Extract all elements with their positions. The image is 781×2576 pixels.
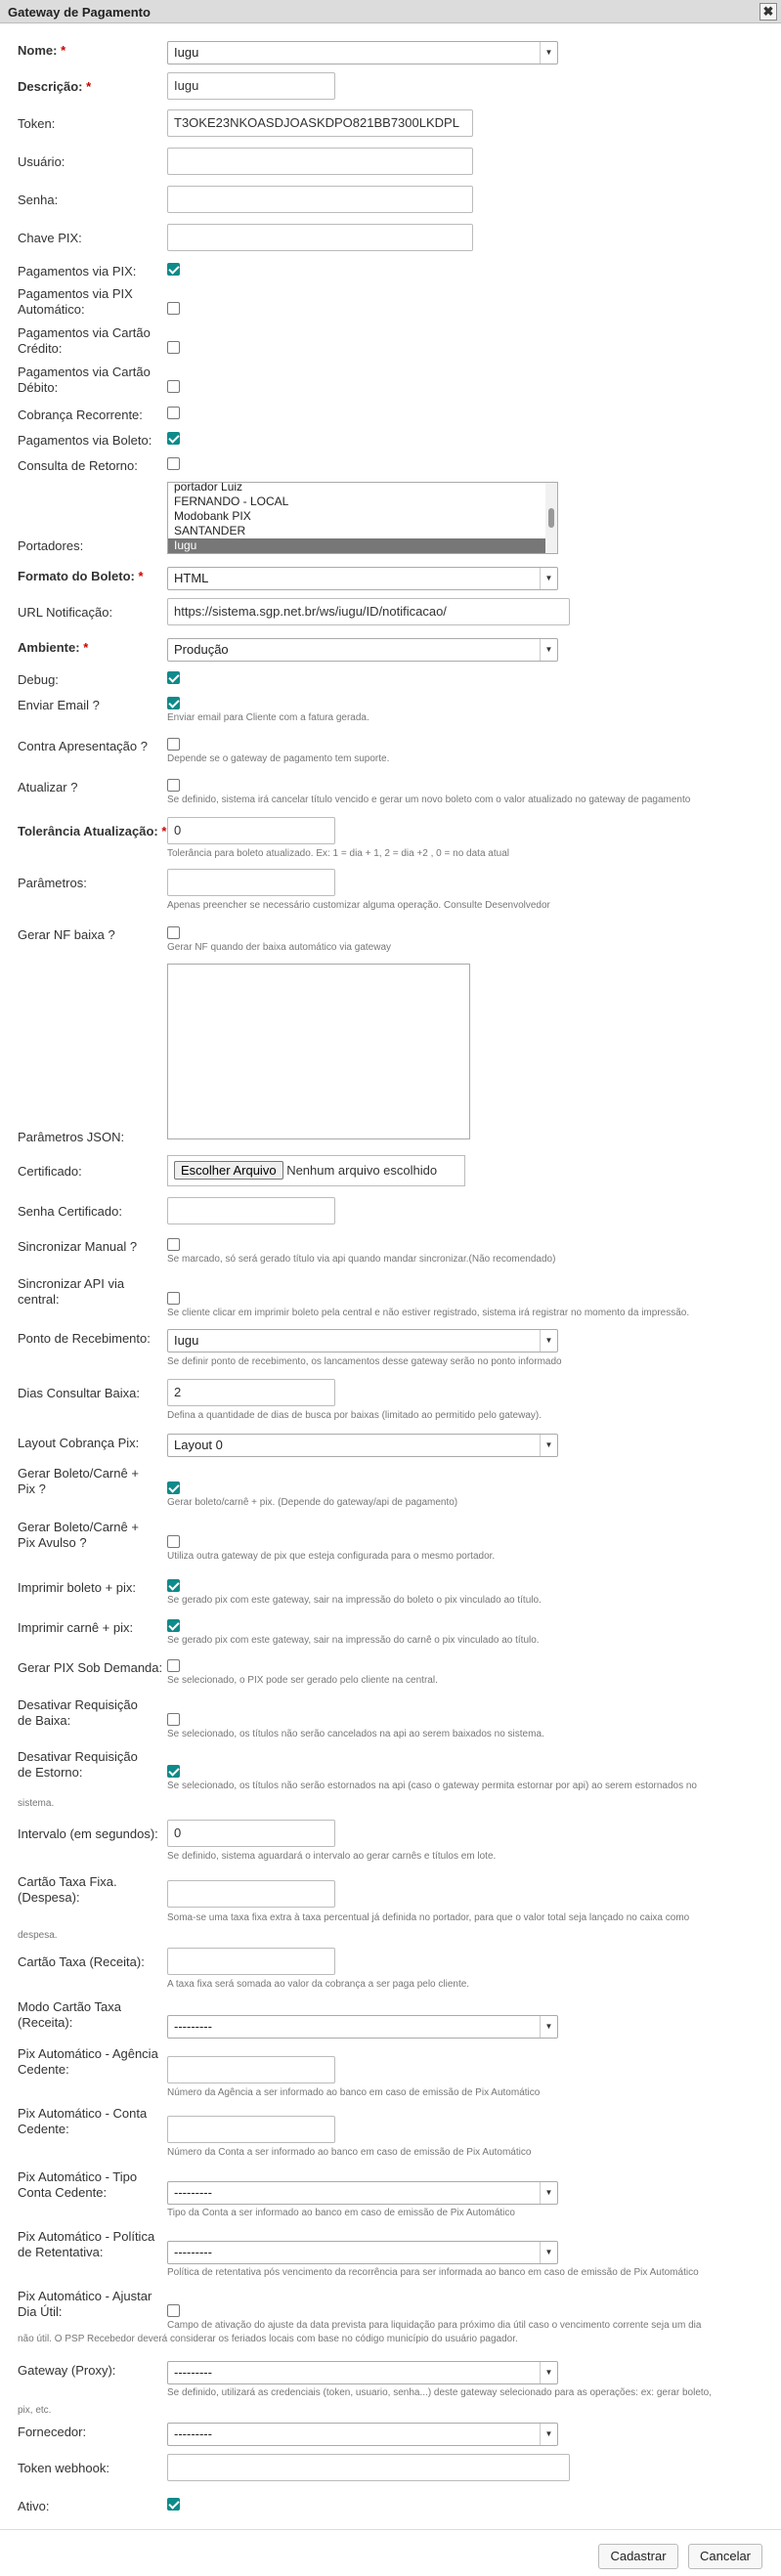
senha-label: Senha: bbox=[18, 193, 59, 207]
row-consulta-retorno bbox=[0, 456, 781, 473]
atualizar-help: Se definido, sistema irá cancelar título vencido e gerar um novo boleto com o valor atualizado no gateway de pagamento bbox=[167, 794, 691, 805]
row-gerar-boleto-pix bbox=[0, 1466, 781, 1508]
window-titlebar bbox=[0, 0, 781, 23]
row-formato-boleto bbox=[0, 567, 781, 590]
row-pix-auto-ajustar bbox=[0, 2289, 781, 2344]
portadores-listbox[interactable] bbox=[167, 482, 558, 554]
debug-label: Debug: bbox=[18, 672, 59, 687]
portadores-label: Portadores: bbox=[18, 538, 84, 553]
chevron-down-icon: ▼ bbox=[540, 42, 557, 64]
pag-cartao-debito-label: Pagamentos via Cartão Débito: bbox=[18, 365, 151, 395]
window-title: Gateway de Pagamento bbox=[8, 5, 151, 20]
url-notificacao-input[interactable]: https://sistema.sgp.net.br/ws/iugu/ID/notificacao/ bbox=[167, 598, 570, 625]
ponto-recebimento-select[interactable]: Iugu ▼ bbox=[167, 1329, 558, 1352]
row-gateway-proxy bbox=[0, 2361, 781, 2416]
pix-auto-politica-label: Pix Automático - Política de Retentativa: bbox=[18, 2229, 155, 2259]
cartao-taxa-receita-input[interactable] bbox=[167, 1948, 335, 1975]
cartao-taxa-fixa-label: Cartão Taxa Fixa. (Despesa): bbox=[18, 1874, 117, 1905]
gateway-proxy-select[interactable]: --------- ▼ bbox=[167, 2361, 558, 2384]
pag-boleto-label: Pagamentos via Boleto: bbox=[18, 433, 152, 448]
row-imprimir-carne-pix bbox=[0, 1618, 781, 1646]
gerar-boleto-pix-label: Gerar Boleto/Carnê + Pix ? bbox=[18, 1466, 139, 1496]
parametros-help: Apenas preencher se necessário customizar alguma operação. Consulte Desenvolvedor bbox=[167, 900, 550, 911]
cobranca-recorrente-label: Cobrança Recorrente: bbox=[18, 408, 143, 422]
senha-input[interactable] bbox=[167, 186, 473, 213]
choose-file-button[interactable]: Escolher Arquivo bbox=[174, 1161, 283, 1180]
row-imprimir-boleto-pix bbox=[0, 1578, 781, 1606]
listbox-scrollbar[interactable] bbox=[545, 483, 557, 553]
usuario-input[interactable] bbox=[167, 148, 473, 175]
desativar-estorno-checkbox[interactable] bbox=[167, 1765, 180, 1778]
pix-auto-politica-help: Política de retentativa pós vencimento da recorrência para ser informada ao banco em caso de emissão de Pix Automático bbox=[167, 2267, 699, 2278]
usuario-label: Usuário: bbox=[18, 154, 65, 169]
tolerancia-label: Tolerância Atualização: * bbox=[18, 824, 167, 838]
chevron-down-icon: ▼ bbox=[540, 2242, 557, 2263]
pix-auto-agencia-input[interactable] bbox=[167, 2056, 335, 2083]
cartao-taxa-fixa-help-cont: despesa. bbox=[18, 1930, 58, 1941]
pag-cartao-debito-checkbox[interactable] bbox=[167, 380, 180, 393]
pag-pix-auto-label: Pagamentos via PIX Automático: bbox=[18, 286, 133, 317]
row-pag-pix-auto bbox=[0, 286, 781, 317]
pix-auto-conta-label: Pix Automático - Conta Cedente: bbox=[18, 2106, 148, 2136]
tolerancia-help: Tolerância para boleto atualizado. Ex: 1 = dia + 1, 2 = dia +2 , 0 = no data atual bbox=[167, 848, 509, 859]
descricao-label: Descrição: * bbox=[18, 79, 92, 94]
imprimir-carne-pix-label: Imprimir carnê + pix: bbox=[18, 1620, 134, 1635]
row-nome bbox=[0, 41, 781, 64]
sincronizar-api-checkbox[interactable] bbox=[167, 1292, 180, 1305]
chevron-down-icon: ▼ bbox=[540, 1330, 557, 1352]
sincronizar-api-help: Se cliente clicar em imprimir boleto pela central e não estiver registrado, sistema irá registrar no momento da impressão. bbox=[167, 1308, 690, 1318]
cobranca-recorrente-checkbox[interactable] bbox=[167, 407, 180, 419]
certificado-file-input[interactable] bbox=[167, 1155, 465, 1186]
imprimir-boleto-pix-checkbox[interactable] bbox=[167, 1579, 180, 1592]
atualizar-label: Atualizar ? bbox=[18, 780, 78, 794]
dialog-footer bbox=[0, 2529, 781, 2576]
parametros-label: Parâmetros: bbox=[18, 876, 87, 890]
list-item[interactable]: Modobank PIX bbox=[174, 509, 251, 523]
desativar-baixa-label: Desativar Requisição de Baixa: bbox=[18, 1697, 138, 1728]
enviar-email-help: Enviar email para Cliente com a fatura gerada. bbox=[167, 712, 369, 723]
pag-pix-label: Pagamentos via PIX: bbox=[18, 264, 137, 279]
token-webhook-label: Token webhook: bbox=[18, 2461, 109, 2475]
row-layout-pix bbox=[0, 1434, 781, 1457]
fornecedor-select[interactable]: --------- ▼ bbox=[167, 2423, 558, 2446]
fornecedor-label: Fornecedor: bbox=[18, 2425, 87, 2439]
gerar-boleto-pix-checkbox[interactable] bbox=[167, 1481, 180, 1494]
row-gerar-boleto-pix-avulso bbox=[0, 1520, 781, 1562]
row-pag-boleto bbox=[0, 431, 781, 448]
contra-apresentacao-help: Depende se o gateway de pagamento tem suporte. bbox=[167, 753, 390, 764]
pix-auto-ajustar-help-cont: não útil. O PSP Recebedor deverá considerar os feriados locais com base no código município do usuário pagador. bbox=[18, 2334, 518, 2344]
file-status: Nenhum arquivo escolhido bbox=[286, 1163, 438, 1178]
formato-boleto-label: Formato do Boleto: * bbox=[18, 569, 144, 583]
gerar-nf-baixa-checkbox[interactable] bbox=[167, 926, 180, 939]
nome-label: Nome: * bbox=[18, 43, 66, 58]
list-item-selected[interactable]: Iugu bbox=[168, 538, 557, 553]
row-ambiente bbox=[0, 638, 781, 662]
pag-pix-checkbox[interactable] bbox=[167, 263, 180, 276]
chevron-down-icon: ▼ bbox=[540, 1435, 557, 1456]
descricao-input[interactable]: Iugu bbox=[167, 72, 335, 100]
cartao-taxa-receita-help: A taxa fixa será somada ao valor da cobrança a ser paga pelo cliente. bbox=[167, 1979, 470, 1990]
dias-consultar-help: Defina a quantidade de dias de busca por baixas (limitado ao permitido pelo gateway). bbox=[167, 1410, 542, 1421]
pag-pix-auto-checkbox[interactable] bbox=[167, 302, 180, 315]
chave-pix-label: Chave PIX: bbox=[18, 231, 82, 245]
enviar-email-checkbox[interactable] bbox=[167, 697, 180, 709]
chevron-down-icon: ▼ bbox=[540, 2182, 557, 2204]
desativar-baixa-help: Se selecionado, os títulos não serão cancelados na api ao serem baixados no sistema. bbox=[167, 1729, 544, 1739]
list-item[interactable]: portador Luiz bbox=[174, 482, 243, 494]
ambiente-select[interactable]: Produção ▼ bbox=[167, 638, 558, 662]
ponto-recebimento-help: Se definir ponto de recebimento, os lancamentos desse gateway serão no ponto informado bbox=[167, 1356, 562, 1367]
row-sincronizar-manual bbox=[0, 1237, 781, 1265]
imprimir-carne-pix-checkbox[interactable] bbox=[167, 1619, 180, 1632]
row-desativar-baixa bbox=[0, 1697, 781, 1739]
imprimir-boleto-pix-help: Se gerado pix com este gateway, sair na impressão do boleto o pix vinculado ao título. bbox=[167, 1595, 542, 1606]
pix-auto-tipo-conta-select[interactable]: --------- ▼ bbox=[167, 2181, 558, 2205]
imprimir-carne-pix-help: Se gerado pix com este gateway, sair na impressão do carnê o pix vinculado ao título. bbox=[167, 1635, 540, 1646]
cartao-taxa-receita-label: Cartão Taxa (Receita): bbox=[18, 1954, 145, 1969]
pix-auto-ajustar-label: Pix Automático - Ajustar Dia Útil: bbox=[18, 2289, 152, 2319]
row-ativo bbox=[0, 2497, 781, 2513]
row-modo-cartao-taxa bbox=[0, 1999, 781, 2034]
sincronizar-api-label: Sincronizar API via central: bbox=[18, 1276, 125, 1307]
desativar-estorno-help-cont: sistema. bbox=[18, 1798, 55, 1809]
pag-cartao-credito-checkbox[interactable] bbox=[167, 341, 180, 354]
cartao-taxa-fixa-input[interactable] bbox=[167, 1880, 335, 1908]
row-gerar-nf-baixa bbox=[0, 925, 781, 953]
parametros-json-textarea[interactable] bbox=[167, 964, 470, 1139]
sincronizar-manual-label: Sincronizar Manual ? bbox=[18, 1239, 138, 1254]
imprimir-boleto-pix-label: Imprimir boleto + pix: bbox=[18, 1580, 137, 1595]
gerar-boleto-pix-avulso-label: Gerar Boleto/Carnê + Pix Avulso ? bbox=[18, 1520, 139, 1550]
gateway-proxy-help-cont: pix, etc. bbox=[18, 2405, 52, 2416]
row-debug bbox=[0, 670, 781, 687]
nome-select[interactable]: Iugu ▼ bbox=[167, 41, 558, 64]
list-item[interactable]: FERNANDO - LOCAL bbox=[174, 494, 289, 508]
url-notificacao-label: URL Notificação: bbox=[18, 605, 113, 620]
gerar-pix-demanda-help: Se selecionado, o PIX pode ser gerado pelo cliente na central. bbox=[167, 1675, 438, 1686]
gerar-nf-baixa-help: Gerar NF quando der baixa automático via gateway bbox=[167, 942, 392, 953]
save-button[interactable]: Cadastrar bbox=[598, 2544, 678, 2569]
pix-auto-conta-help: Número da Conta a ser informado ao banco em caso de emissão de Pix Automático bbox=[167, 2147, 532, 2158]
modo-cartao-taxa-label: Modo Cartão Taxa (Receita): bbox=[18, 1999, 121, 2030]
pix-auto-politica-select[interactable]: --------- ▼ bbox=[167, 2241, 558, 2264]
row-enviar-email bbox=[0, 696, 781, 723]
senha-certificado-label: Senha Certificado: bbox=[18, 1204, 122, 1219]
row-pag-cartao-debito bbox=[0, 365, 781, 395]
pix-auto-ajustar-help: Campo de ativação do ajuste da data prevista para liquidação para próximo dia útil caso o vencimento corrente seja um dia bbox=[167, 2320, 702, 2331]
scrollbar-thumb[interactable] bbox=[548, 508, 554, 528]
cancel-button[interactable]: Cancelar bbox=[688, 2544, 762, 2569]
dias-consultar-label: Dias Consultar Baixa: bbox=[18, 1386, 140, 1400]
gateway-proxy-label: Gateway (Proxy): bbox=[18, 2363, 116, 2378]
list-item[interactable]: SANTANDER bbox=[174, 524, 246, 537]
gerar-pix-demanda-checkbox[interactable] bbox=[167, 1659, 180, 1672]
row-contra-apresentacao bbox=[0, 737, 781, 764]
row-atualizar bbox=[0, 778, 781, 805]
desativar-estorno-help: Se selecionado, os títulos não serão estornados na api (caso o gateway permita estornar por api) ao serem estornados no bbox=[167, 1781, 697, 1791]
gerar-nf-baixa-label: Gerar NF baixa ? bbox=[18, 927, 115, 942]
gateway-proxy-help: Se definido, utilizará as credenciais (token, usuario, senha...) deste gateway selecionado para as operações: ex: gerar boleto, bbox=[167, 2387, 712, 2398]
row-sincronizar-api bbox=[0, 1276, 781, 1318]
chevron-down-icon: ▼ bbox=[540, 568, 557, 589]
layout-pix-select[interactable]: Layout 0 ▼ bbox=[167, 1434, 558, 1457]
token-input[interactable]: T3OKE23NKOASDJOASKDPO821BB7300LKDPL bbox=[167, 109, 473, 137]
pix-auto-conta-input[interactable] bbox=[167, 2116, 335, 2143]
row-ponto-recebimento bbox=[0, 1329, 781, 1367]
senha-certificado-input[interactable] bbox=[167, 1197, 335, 1224]
chevron-down-icon: ▼ bbox=[540, 2016, 557, 2038]
row-pag-pix bbox=[0, 262, 781, 279]
formato-boleto-select[interactable]: HTML ▼ bbox=[167, 567, 558, 590]
pix-auto-tipo-conta-help: Tipo da Conta a ser informado ao banco em caso de emissão de Pix Automático bbox=[167, 2208, 515, 2218]
modo-cartao-taxa-select[interactable]: --------- ▼ bbox=[167, 2015, 558, 2039]
gerar-pix-demanda-label: Gerar PIX Sob Demanda: bbox=[18, 1660, 163, 1675]
ativo-checkbox[interactable] bbox=[167, 2498, 180, 2511]
ativo-label: Ativo: bbox=[18, 2499, 50, 2513]
consulta-retorno-checkbox[interactable] bbox=[167, 457, 180, 470]
pix-auto-ajustar-checkbox[interactable] bbox=[167, 2304, 180, 2317]
sincronizar-manual-checkbox[interactable] bbox=[167, 1238, 180, 1251]
chave-pix-input[interactable] bbox=[167, 224, 473, 251]
tolerancia-input[interactable]: 0 bbox=[167, 817, 335, 844]
contra-apresentacao-label: Contra Apresentação ? bbox=[18, 739, 148, 753]
token-webhook-input[interactable] bbox=[167, 2454, 570, 2481]
intervalo-label: Intervalo (em segundos): bbox=[18, 1826, 158, 1841]
debug-checkbox[interactable] bbox=[167, 671, 180, 684]
row-fornecedor bbox=[0, 2423, 781, 2446]
row-pix-auto-politica bbox=[0, 2229, 781, 2278]
consulta-retorno-label: Consulta de Retorno: bbox=[18, 458, 138, 473]
sincronizar-manual-help: Se marcado, só será gerado título via api quando mandar sincronizar.(Não recomendado) bbox=[167, 1254, 556, 1265]
pix-auto-agencia-help: Número da Agência a ser informado ao banco em caso de emissão de Pix Automático bbox=[167, 2087, 541, 2098]
chevron-down-icon: ▼ bbox=[540, 639, 557, 661]
ponto-recebimento-label: Ponto de Recebimento: bbox=[18, 1331, 151, 1346]
row-cobranca-recorrente bbox=[0, 406, 781, 422]
pag-cartao-credito-label: Pagamentos via Cartão Crédito: bbox=[18, 325, 151, 356]
row-pix-auto-tipo-conta bbox=[0, 2169, 781, 2218]
pix-auto-tipo-conta-label: Pix Automático - Tipo Conta Cedente: bbox=[18, 2169, 138, 2200]
contra-apresentacao-checkbox[interactable] bbox=[167, 738, 180, 751]
desativar-baixa-checkbox[interactable] bbox=[167, 1713, 180, 1726]
chevron-down-icon: ▼ bbox=[540, 2424, 557, 2445]
gerar-boleto-pix-avulso-help: Utiliza outra gateway de pix que esteja configurada para o mesmo portador. bbox=[167, 1551, 496, 1562]
pag-boleto-checkbox[interactable] bbox=[167, 432, 180, 445]
parametros-json-label: Parâmetros JSON: bbox=[18, 1130, 125, 1144]
pix-auto-agencia-label: Pix Automático - Agência Cedente: bbox=[18, 2046, 158, 2077]
atualizar-checkbox[interactable] bbox=[167, 779, 180, 792]
close-icon[interactable]: ✖ bbox=[759, 3, 777, 21]
token-label: Token: bbox=[18, 116, 56, 131]
intervalo-help: Se definido, sistema aguardará o intervalo ao gerar carnês e títulos em lote. bbox=[167, 1851, 497, 1862]
row-portadores bbox=[0, 482, 781, 554]
row-gerar-pix-demanda bbox=[0, 1658, 781, 1686]
ambiente-label: Ambiente: * bbox=[18, 640, 89, 655]
intervalo-input[interactable]: 0 bbox=[167, 1820, 335, 1847]
parametros-input[interactable] bbox=[167, 869, 335, 896]
gerar-boleto-pix-avulso-checkbox[interactable] bbox=[167, 1535, 180, 1548]
gerar-boleto-pix-help: Gerar boleto/carnê + pix. (Depende do gateway/api de pagamento) bbox=[167, 1497, 458, 1508]
cartao-taxa-fixa-help: Soma-se uma taxa fixa extra à taxa percentual já definida no portador, para que o valor total seja lançado no caixa como bbox=[167, 1912, 690, 1923]
dias-consultar-input[interactable]: 2 bbox=[167, 1379, 335, 1406]
row-desativar-estorno bbox=[0, 1749, 781, 1809]
layout-pix-label: Layout Cobrança Pix: bbox=[18, 1436, 140, 1450]
certificado-label: Certificado: bbox=[18, 1164, 82, 1179]
row-pag-cartao-credito bbox=[0, 325, 781, 356]
chevron-down-icon: ▼ bbox=[540, 2362, 557, 2383]
enviar-email-label: Enviar Email ? bbox=[18, 698, 100, 712]
desativar-estorno-label: Desativar Requisição de Estorno: bbox=[18, 1749, 138, 1780]
